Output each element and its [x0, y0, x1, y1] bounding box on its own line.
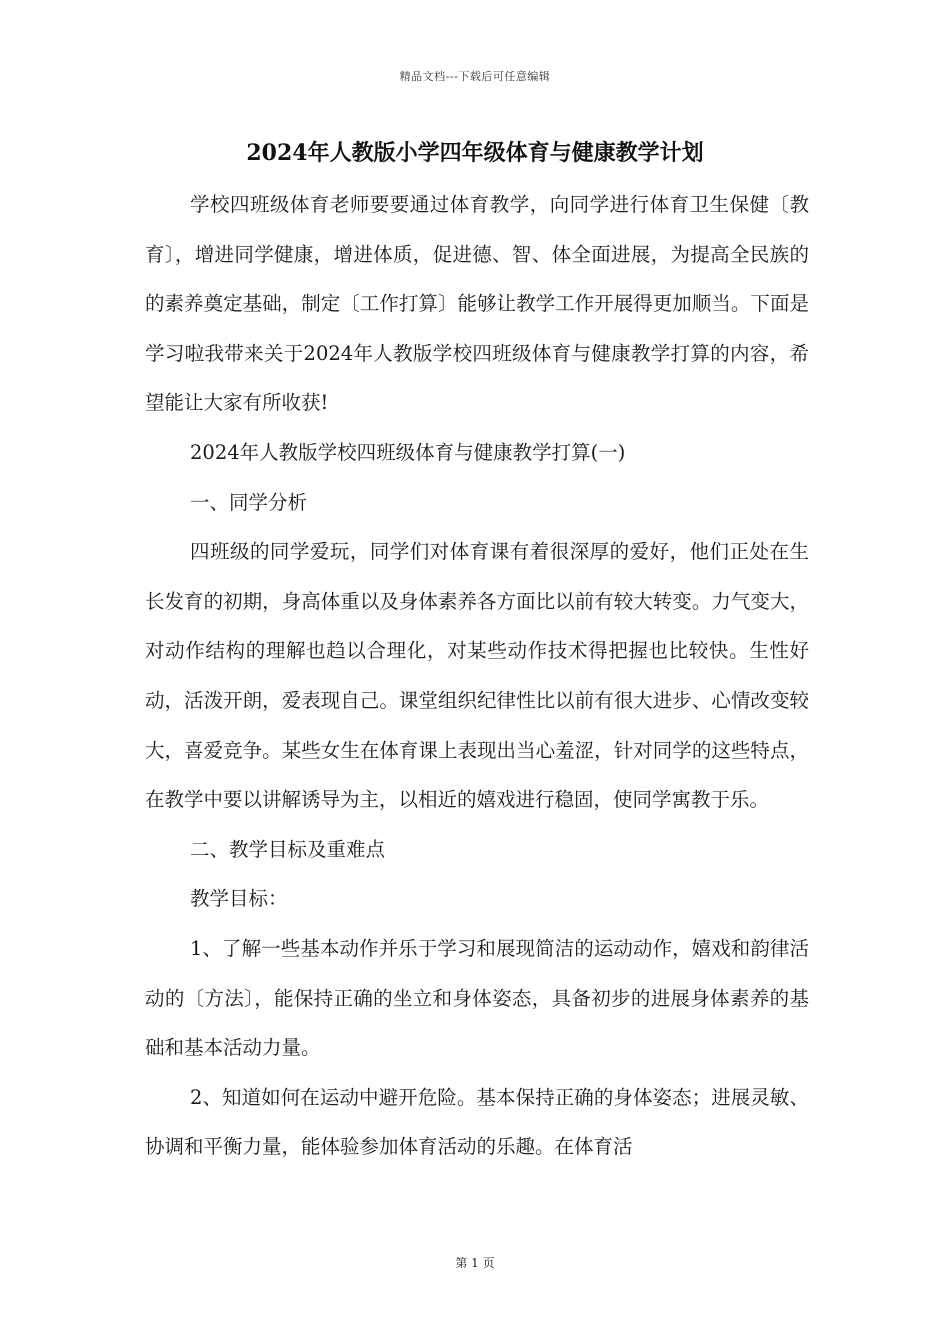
goal-item-1: 1、了解一些基本动作并乐于学习和展现简洁的运动动作，嬉戏和韵律活动的〔方法〕，能保持正确的坐立和身体姿态，具备初步的进展身体素养的基础和基本活动力量。: [145, 936, 809, 1060]
intro-paragraph: 学校四班级体育老师要要通过体育教学，向同学进行体育卫生保健〔教育〕，增进同学健康，增进体质，促进德、智、体全面进展，为提高全民族的的素养奠定基础，制定〔工作打算〕能够让教学工作开展得更加顺当。下面是学习啦我带来关于2024年人教版学校四班级体育与健康教学打算的内容，希望能让大家有所收获!: [145, 193, 809, 415]
header-note: 精品文档---下载后可任意编辑: [399, 70, 551, 83]
student-analysis-paragraph: 四班级的同学爱玩，同学们对体育课有着很深厚的爱好，他们正处在生长发育的初期，身高体重以及身体素养各方面比以前有较大转变。力气变大，对动作结构的理解也趋以合理化，对某些动作技术得把握也比较快。生性好动，活泼开朗，爱表现自己。课堂组织纪律性比以前有很大进步、心情改变较大，喜爱竞争。某些女生在体育课上表现出当心羞涩，针对同学的这些特点，在教学中要以讲解诱导为主，以相近的嬉戏进行稳固，使同学寓教于乐。: [145, 540, 809, 812]
section-heading-teaching-goals: 二、教学目标及重难点: [190, 837, 386, 861]
document-title: 2024年人教版小学四年级体育与健康教学计划: [246, 140, 704, 166]
goal-item-2: 2、知道如何在运动中避开危险。基本保持正确的身体姿态；进展灵敏、协调和平衡力量，能体验参加体育活动的乐趣。在体育活: [145, 1085, 809, 1159]
page-number: 第 1 页: [455, 1256, 495, 1270]
teaching-goals-label: 教学目标：: [190, 887, 288, 911]
document-body: [145, 180, 809, 1172]
section-heading-student-analysis: 一、同学分析: [190, 490, 308, 514]
plan-subtitle: 2024年人教版学校四班级体育与健康教学打算(一): [190, 440, 626, 464]
